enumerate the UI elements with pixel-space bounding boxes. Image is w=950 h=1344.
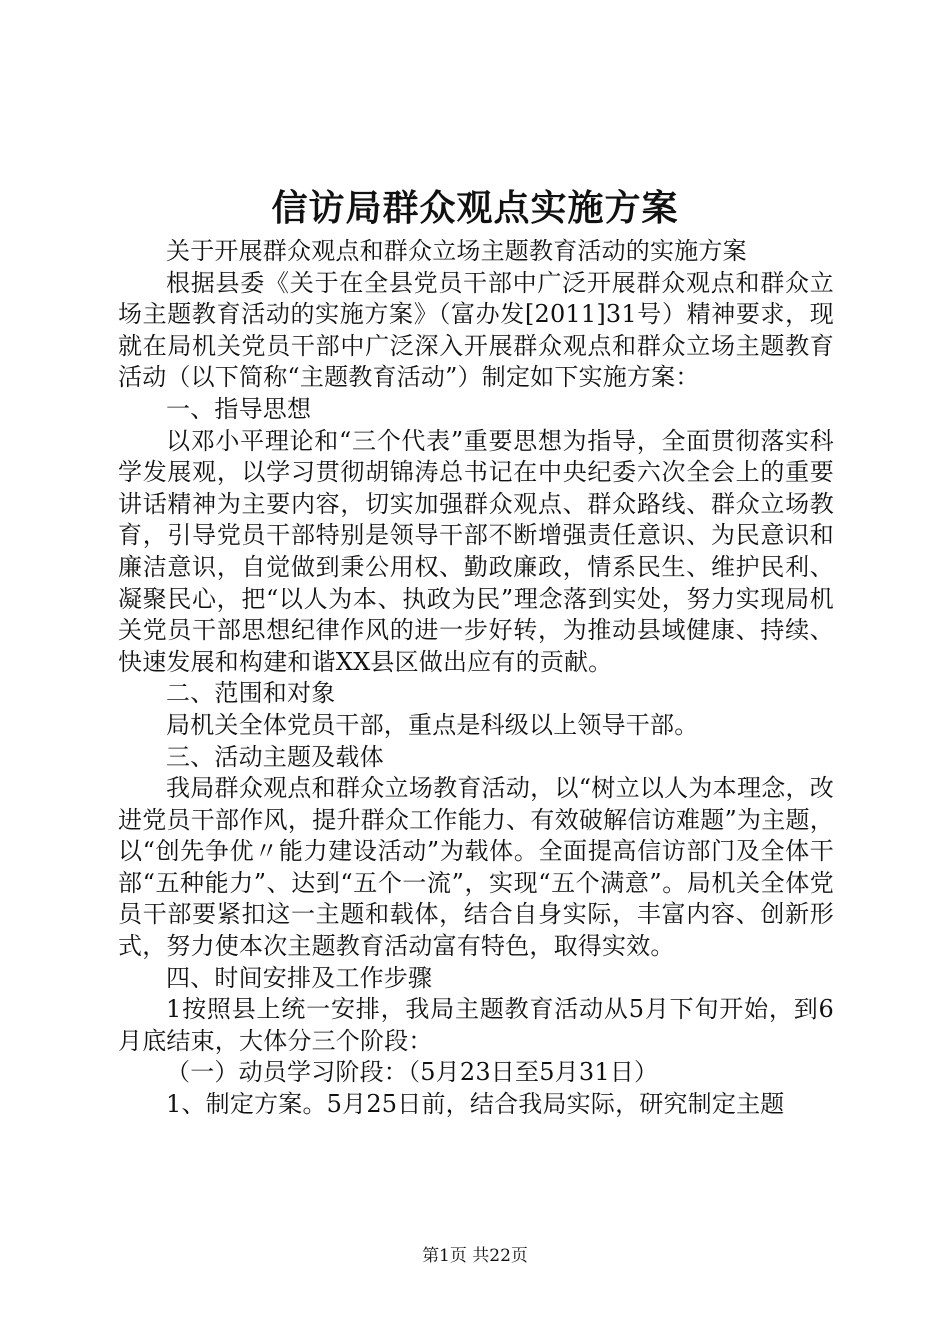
section-heading-guiding-thought: 一、指导思想 [166, 394, 312, 423]
document-body [118, 236, 834, 1121]
schedule-paragraph: 1按照县上统一安排，我局主题教育活动从5月下旬开始，到6月底结束，大体分三个阶段： [118, 995, 834, 1055]
stage-one-heading: （一）动员学习阶段：（5月23日至5月31日） [166, 1058, 659, 1087]
scope-paragraph: 局机关全体党员干部，重点是科级以上领导干部。 [166, 710, 699, 739]
section-heading-schedule: 四、时间安排及工作步骤 [166, 963, 433, 992]
theme-paragraph: 我局群众观点和群众立场教育活动，以“树立以人为本理念，改进党员干部作风，提升群众工作能力、有效破解信访难题”为主题，以“创先争优〃能力建设活动”为载体。全面提高信访部门及全体干部“五种能力”、达到“五个一流”，实现“五个满意”。局机关全体党员干部要紧扣这一主题和载体，结合自身实际，丰富内容、创新形式，努力使本次主题教育活动富有特色，取得实效。 [118, 774, 834, 961]
intro-paragraph: 根据县委《关于在全县党员干部中广泛开展群众观点和群众立场主题教育活动的实施方案》（富办发[2011]31号）精神要求，现就在局机关党员干部中广泛深入开展群众观点和群众立场主题教育活动（以下简称“主题教育活动”）制定如下实施方案： [118, 268, 834, 392]
section-heading-scope: 二、范围和对象 [166, 679, 336, 708]
page-number: 第1页 共22页 [422, 1246, 528, 1266]
guiding-thought-paragraph: 以邓小平理论和“三个代表”重要思想为指导，全面贯彻落实科学发展观，以学习贯彻胡锦涛总书记在中央纪委六次全会上的重要讲话精神为主要内容，切实加强群众观点、群众路线、群众立场教育，引导党员干部特别是领导干部不断增强责任意识、为民意识和廉洁意识，自觉做到秉公用权、勤政廉政，情系民生、维护民利、凝聚民心，把“以人为本、执政为民”理念落到实处，努力实现局机关党员干部思想纪律作风的进一步好转，为推动县域健康、持续、快速发展和构建和谐XX县区做出应有的贡献。 [118, 426, 834, 676]
document-title: 信访局群众观点实施方案 [271, 187, 679, 229]
document-subtitle: 关于开展群众观点和群众立场主题教育活动的实施方案 [166, 237, 747, 265]
stage-one-item: 1、制定方案。5月25日前，结合我局实际，研究制定主题 [166, 1090, 785, 1119]
section-heading-theme: 三、活动主题及载体 [166, 742, 384, 771]
